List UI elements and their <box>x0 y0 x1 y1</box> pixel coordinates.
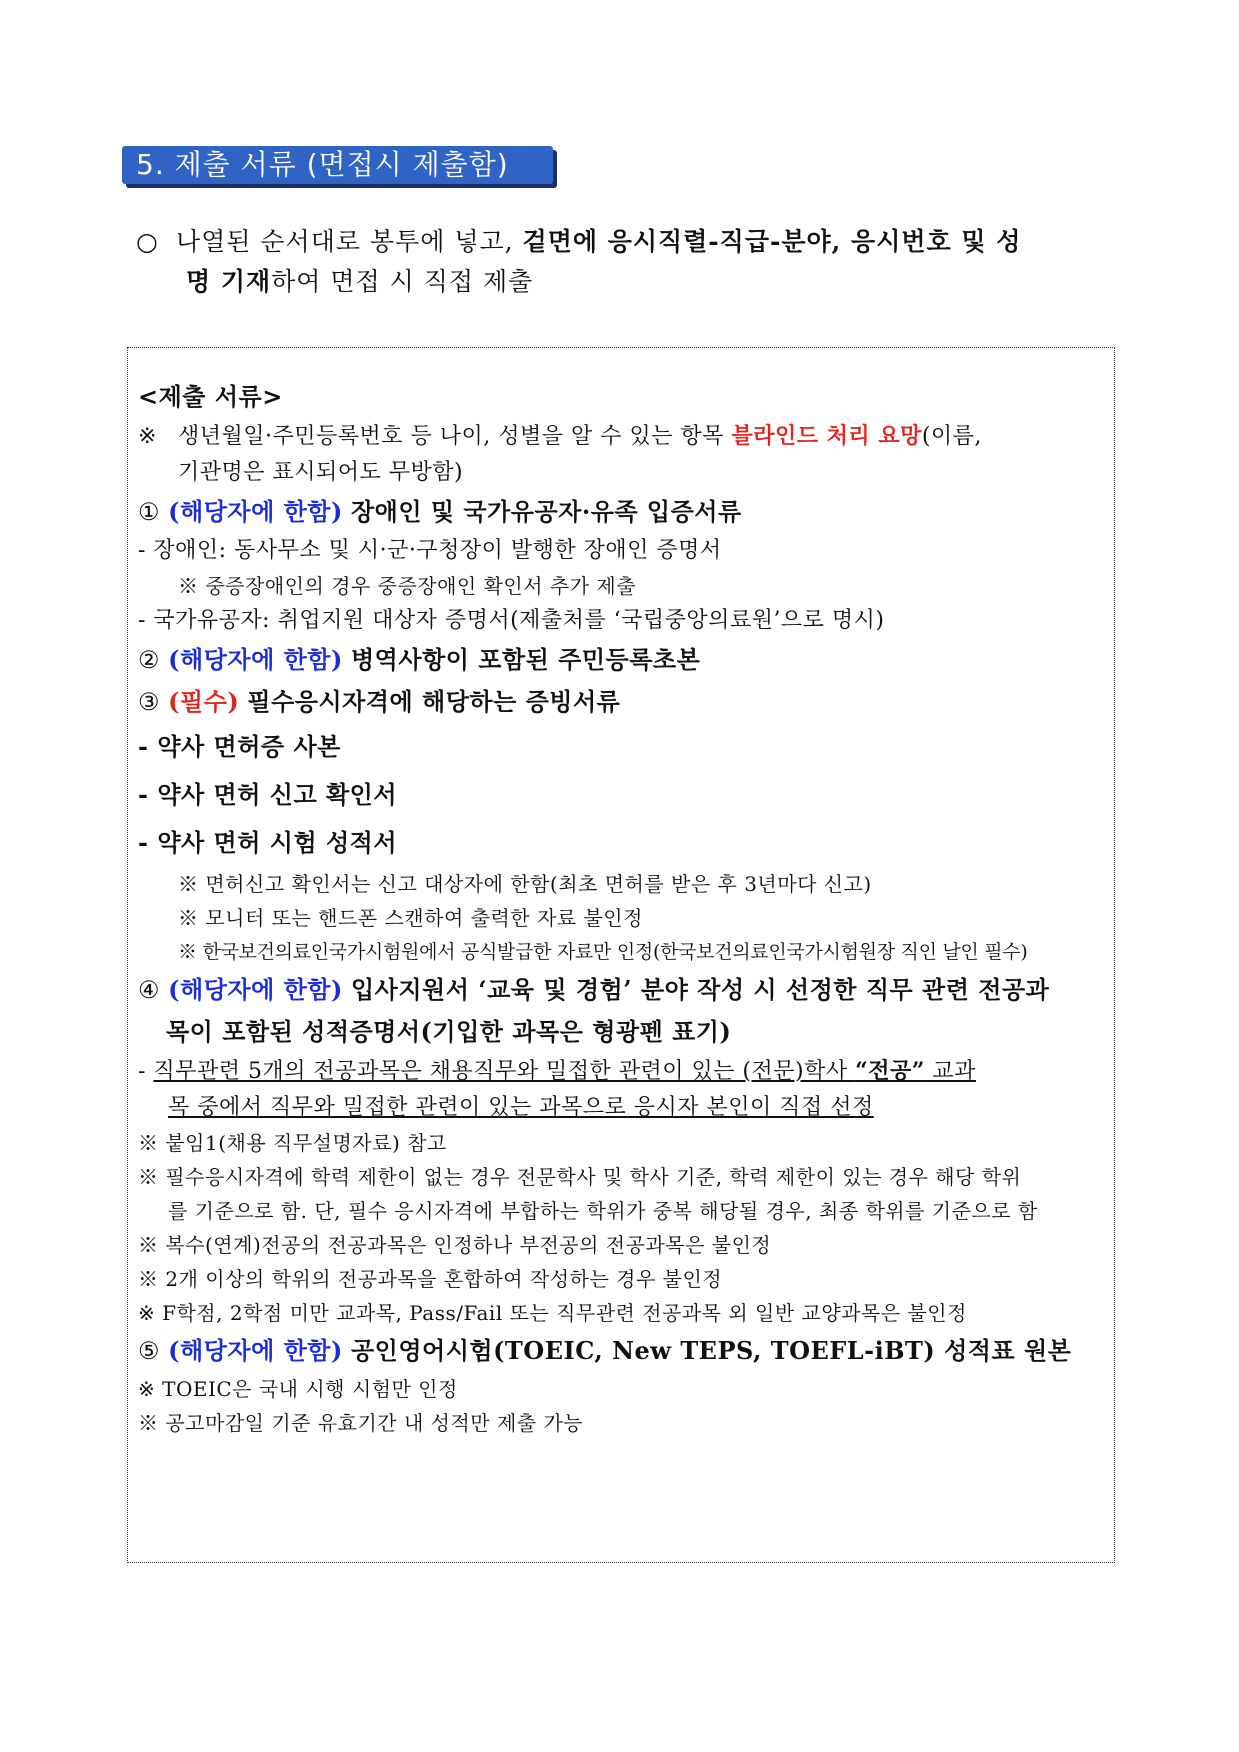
item-title: 공인영어시험(TOEIC, New TEPS, TOEFL-iBT) 성적표 원본 <box>350 1336 1072 1365</box>
box-heading: <제출 서류> <box>138 382 283 411</box>
item-4-sub-text-end: 교과 <box>924 1059 976 1084</box>
item-4-note-1: ※ 붙임1(채용 직무설명자료) 참고 <box>138 1131 447 1155</box>
item-4-sub-text: 직무관련 5개의 전공과목은 채용직무와 밀접한 관련이 있는 (전문)학사 <box>153 1059 856 1084</box>
item-5-note-2: ※ 공고마감일 기준 유효기간 내 성적만 제출 가능 <box>138 1411 584 1435</box>
notice-text: 생년월일·주민등록번호 등 나이, 성별을 알 수 있는 항목 <box>178 424 732 449</box>
blind-processing-text: 블라인드 처리 요망 <box>731 423 922 449</box>
item-4-sub <box>138 1053 1104 1090</box>
intro-emphasis: 겉면에 응시직렬-직급-분야, 응시번호 및 성 <box>522 227 1022 256</box>
item-tag-required: (필수) <box>168 687 240 716</box>
item-4-note-2: ※ 필수응시자격에 학력 제한이 없는 경우 전문학사 및 학사 기준, 학력 제한이 있는 경우 해당 학위 <box>138 1165 1022 1189</box>
item-1-sub-2: - 국가유공자: 취업지원 대상자 증명서(제출처를 ‘국립중앙의료원’으로 명시) <box>138 608 885 633</box>
item-4 <box>138 969 1104 1011</box>
section-title: 5. 제출 서류 (면접시 제출함) <box>122 146 553 184</box>
item-4-sub-cont-text: 목 중에서 직무와 밀접한 관련이 있는 과목으로 응시자 본인이 직접 선정 <box>168 1095 874 1120</box>
item-4-note-3: ※ 복수(연계)전공의 전공과목은 인정하나 부전공의 전공과목은 불인정 <box>138 1233 772 1257</box>
item-1-sub-1: - 장애인: 동사무소 및 시·군·구청장이 발행한 장애인 증명서 <box>138 538 722 563</box>
intro-text: 나열된 순서대로 봉투에 넣고, <box>176 227 523 256</box>
item-tag: (해당자에 한함) <box>168 645 343 674</box>
item-4-note-2-cont: 를 기준으로 함. 단, 필수 응시자격에 부합하는 학위가 중복 해당될 경우, 최종 학위를 기준으로 함 <box>168 1199 1038 1223</box>
item-tag: (해당자에 한함) <box>168 1336 343 1365</box>
item-number: ② <box>138 646 161 674</box>
intro-emphasis-2: 명 기재 <box>186 267 272 296</box>
item-4-title-cont: 목이 포함된 성적증명서(기입한 과목은 형광펜 표기) <box>166 1017 732 1046</box>
reference-mark-icon: ※ <box>138 424 157 449</box>
item-5 <box>138 1330 1104 1372</box>
item-4-note-5: ※ F학점, 2학점 미만 교과목, Pass/Fail 또는 직무관련 전공과목 외 일반 교양과목은 불인정 <box>138 1301 967 1325</box>
item-1-note: ※ 중증장애인의 경우 중증장애인 확인서 추가 제출 <box>178 574 637 598</box>
item-title: 입사지원서 ‘교육 및 경험’ 분야 작성 시 선정한 직무 관련 전공과 <box>350 975 1050 1004</box>
intro-line-1 <box>136 222 1116 262</box>
intro-paragraph <box>136 222 1116 302</box>
intro-text-2: 하여 면접 시 직접 제출 <box>271 267 534 296</box>
item-3-note-1: ※ 면허신고 확인서는 신고 대상자에 한함(최초 면허를 받은 후 3년마다 신고) <box>178 872 872 896</box>
dash-mark: - <box>138 1059 154 1084</box>
blind-notice <box>138 418 1104 455</box>
item-tag: (해당자에 한함) <box>168 975 343 1004</box>
item-3-sub-3: - 약사 면허 시험 성적서 <box>138 828 398 857</box>
documents-box <box>127 347 1115 1563</box>
item-3 <box>138 681 1104 723</box>
item-number: ① <box>138 498 161 526</box>
item-number: ④ <box>138 976 161 1004</box>
item-4-sub-cont <box>138 1090 1104 1126</box>
item-title: 필수응시자격에 해당하는 증빙서류 <box>247 687 621 716</box>
item-3-sub-2: - 약사 면허 신고 확인서 <box>138 780 398 809</box>
intro-line-2 <box>136 262 1116 302</box>
major-emphasis: “전공” <box>855 1058 925 1084</box>
item-3-sub-1: - 약사 면허증 사본 <box>138 732 341 761</box>
blind-notice-cont: 기관명은 표시되어도 무방함) <box>178 460 464 485</box>
item-number: ③ <box>138 688 161 716</box>
item-3-note-2: ※ 모니터 또는 핸드폰 스캔하여 출력한 자료 불인정 <box>178 906 643 930</box>
item-tag: (해당자에 한함) <box>168 497 343 526</box>
item-4-note-4: ※ 2개 이상의 학위의 전공과목을 혼합하여 작성하는 경우 불인정 <box>138 1267 723 1291</box>
item-5-note-1: ※ TOEIC은 국내 시행 시험만 인정 <box>138 1377 458 1401</box>
item-title: 장애인 및 국가유공자·유족 입증서류 <box>350 497 742 526</box>
item-number: ⑤ <box>138 1337 161 1365</box>
item-1 <box>138 491 1104 533</box>
circle-bullet-icon: ○ <box>136 227 159 256</box>
item-title: 병역사항이 포함된 주민등록초본 <box>350 645 701 674</box>
item-2 <box>138 639 1104 681</box>
notice-text-end: (이름, <box>921 424 982 449</box>
item-3-note-3: ※ 한국보건의료인국가시험원에서 공식발급한 자료만 인정(한국보건의료인국가시험원장 직인 날인 필수) <box>178 941 1028 963</box>
